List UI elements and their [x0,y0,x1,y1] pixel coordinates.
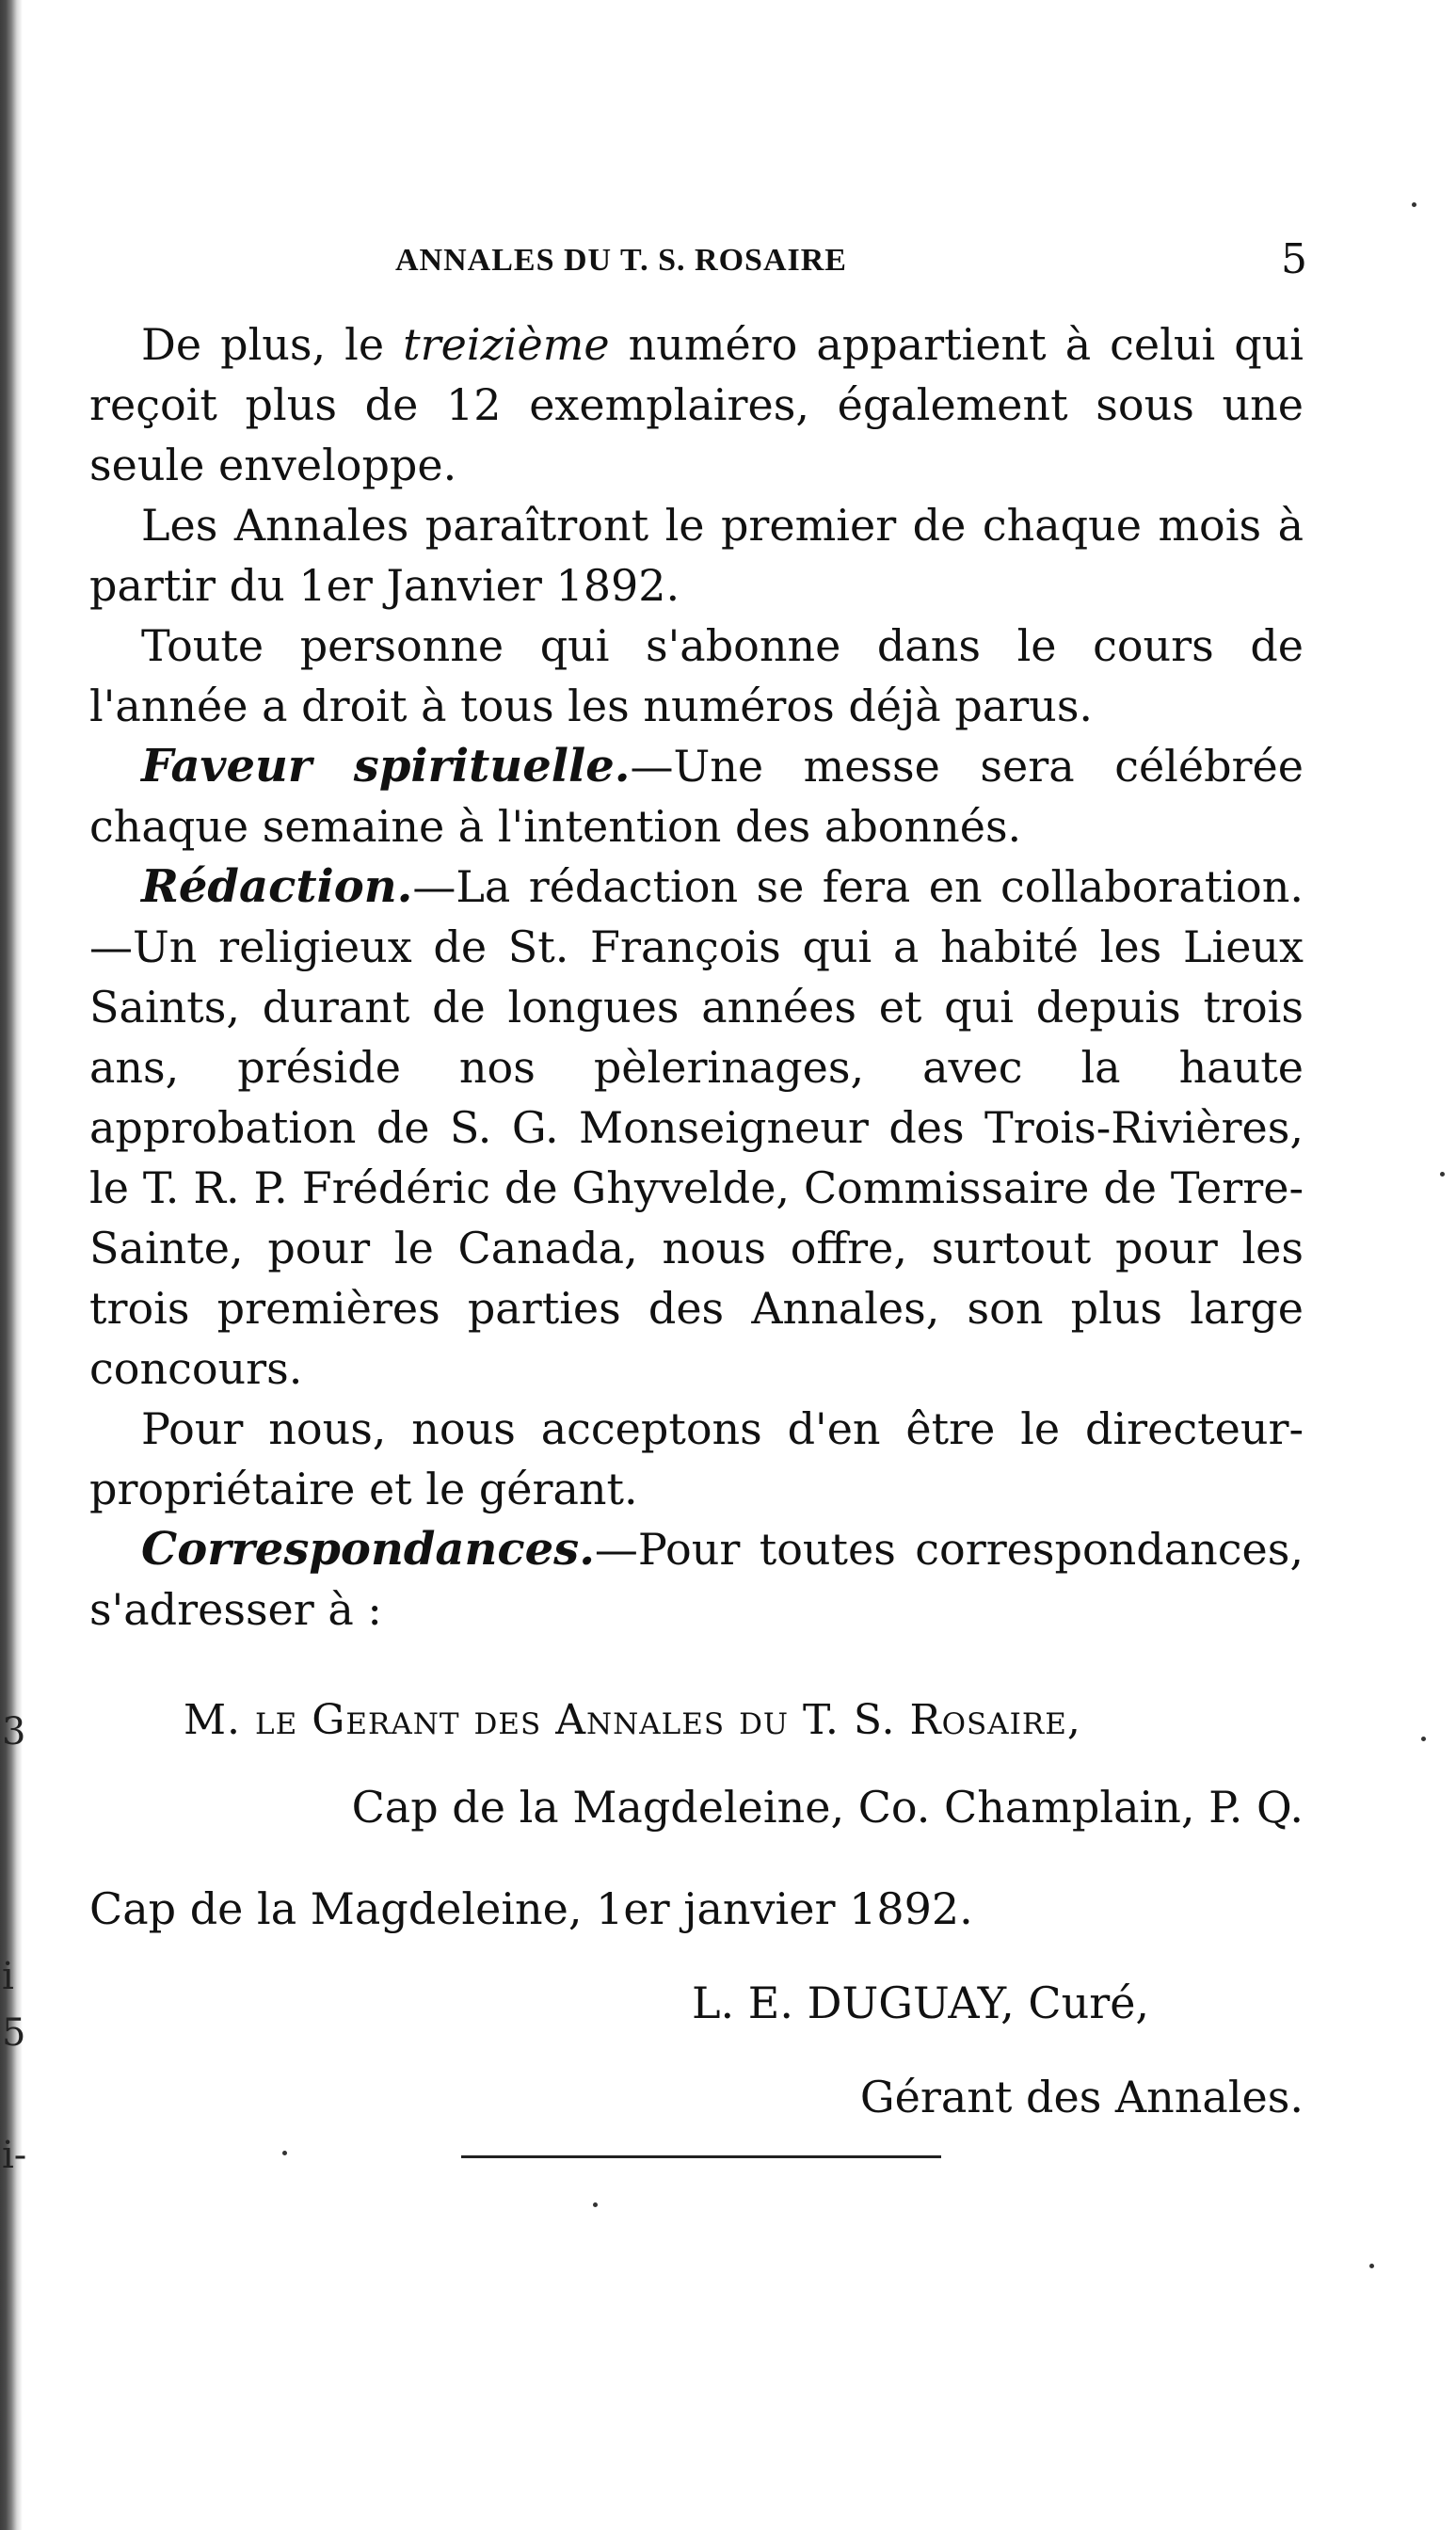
paragraph-text: —Pour toutes correspondances, s'adresser à : [89,1524,1304,1635]
speck [1412,202,1416,207]
paragraph-text: numéro appartient à celui qui reçoit plus de 12 exemplaires, également sous une seule enveloppe. [89,319,1304,490]
page-number: 5 [1281,235,1308,283]
speck [1421,1737,1426,1741]
signature: L. E. DUGUAY, Curé, [692,1978,1150,2028]
document-page [89,226,1308,2127]
margin-fragment: 3 [2,1710,26,1753]
paragraph [89,314,1304,495]
margin-fragment: i- [2,2134,27,2177]
paragraph-text: Toute personne qui s'abonne dans le cours de l'année a droit à tous les numéros déjà parus. [89,620,1304,731]
paragraph [89,616,1304,736]
paragraph-italic: treizième [403,319,610,370]
paragraph [89,495,1304,616]
paragraph [89,1399,1304,1519]
margin-fragment: 5 [2,2011,26,2055]
running-header [89,226,1308,301]
dateline: Cap de la Magdeleine, 1er janvier 1892. [89,1883,973,1934]
paragraph [89,736,1304,857]
running-title: ANNALES DU T. S. ROSAIRE [395,243,847,278]
paragraph [89,857,1304,1399]
address-line-1: M. le Gerant des Annales du T. S. Rosaire, [184,1696,1081,1744]
paragraph-text: Pour nous, nous acceptons d'en être le directeur-propriétaire et le gérant. [89,1403,1304,1514]
speck [1369,2264,1374,2268]
section-lead: Faveur spirituelle. [141,740,631,793]
paragraph-text: —Une messe sera célébrée chaque semaine à l'intention des abonnés. [89,741,1304,852]
margin-fragment: i [2,1955,14,1998]
section-lead: Rédaction. [141,860,413,913]
paragraph-text: De plus, le [141,319,404,370]
closing-rule [461,2155,941,2158]
speck [593,2202,598,2207]
speck [1440,1172,1445,1177]
signature-title: Gérant des Annales. [859,2072,1304,2122]
section-lead: Correspondances. [141,1523,595,1576]
address-line-2: Cap de la Magdeleine, Co. Champlain, P. Q. [351,1782,1304,1833]
paragraph-text: Les Annales paraîtront le premier de chaque mois à partir du 1er Janvier 1892. [89,500,1304,611]
paragraph [89,1519,1304,1640]
speck [282,2151,287,2155]
paragraph-text: —La rédaction se fera en collaboration. —Un religieux de St. François qui a habité les Lieux Saints, durant de longues années et qui depuis trois ans, préside nos pèlerinages, avec la haute approbation de S. G. Monseigneur des Trois-Rivières, le T. R. P. Frédéric de Ghyvelde, Commissaire de Terre-Sainte, pour le Canada, nous offre, surtout pour les trois premières parties des Annales, son plus large concours. [89,861,1304,1394]
